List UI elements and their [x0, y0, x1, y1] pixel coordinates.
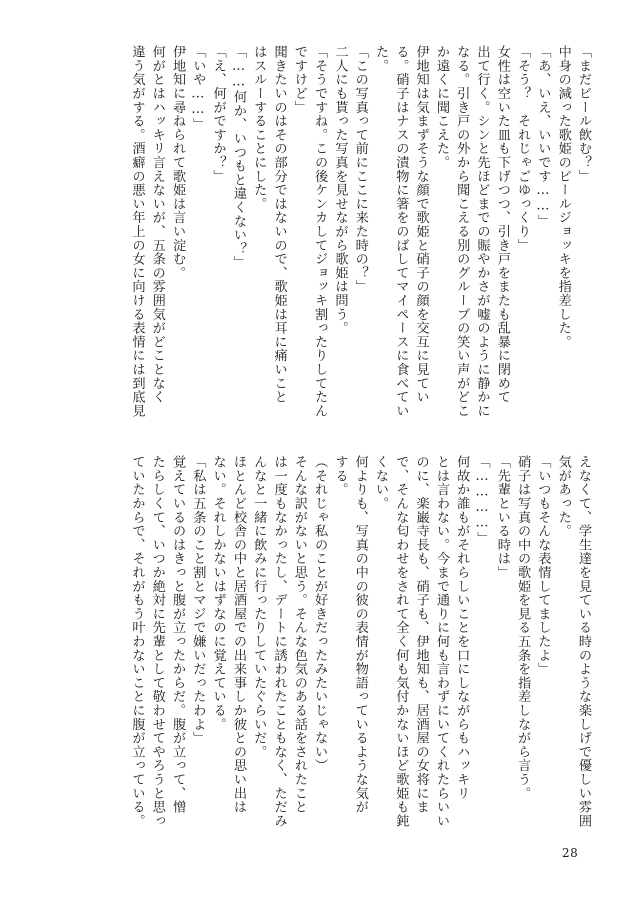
text-line: 女性は空いた皿も下げつつ、引き戸をまたも乱暴に閉めて — [494, 45, 510, 404]
text-line: 伊地知に尋ねられて歌姫は言い淀む。 — [170, 45, 186, 280]
text-line: 「……何か、いつもと違くない？」 — [230, 45, 246, 270]
text-line: 「まだビール飲む？」 — [576, 45, 591, 183]
text-line: 「いや……」 — [190, 45, 206, 132]
text-line: たらしくて、いつか絶対に先輩として敬わせてやろうと思っ — [149, 455, 165, 828]
text-line: る。硝子はナスの漬物に箸をのばしてマイペースに食べてい — [393, 45, 409, 418]
text-block-bottom — [53, 455, 593, 835]
text-line: 「そうですね。この後ケンカしてジョッキ割ったりしてたん — [312, 45, 328, 418]
text-line: 中身の減った歌姫のビールジョッキを指差した。 — [555, 45, 571, 349]
text-block-top — [53, 45, 593, 425]
text-line: 硝子は写真の中の歌姫を見る五条を指差しながら言う。 — [515, 455, 531, 800]
text-line: 気があった。 — [555, 455, 571, 538]
text-line: 「いつもそんな表情してましたよ」 — [535, 455, 551, 676]
text-line: 違う気がする。酒癖の悪い年上の女に向ける表情には到底見 — [129, 45, 145, 418]
text-line: なる。引き戸の外から聞こえる別のグループの笑い声がどこ — [454, 45, 470, 418]
page-number: 28 — [562, 846, 579, 860]
text-line: 出て行く。シンと先ほどまでの賑やかさが嘘のように静かに — [474, 45, 490, 418]
text-line: 何故か誰もがそれらしいことを口にしながらもハッキリ — [454, 455, 470, 800]
text-line: のに、楽巌寺長も、硝子も、伊地知も、居酒屋の女将にま — [413, 455, 429, 814]
text-line: （それじゃ私のことが好きだったみたいじゃない） — [312, 455, 328, 773]
text-line: 覚えているのはきっと腹が立ったからだ。腹が立って、憎 — [170, 455, 186, 814]
text-line: 何がとはハッキリ言えないが、五条の雰囲気がどことなく — [149, 45, 165, 404]
text-line: 「私は五条のこと割とマジで嫌いだったわよ」 — [190, 455, 206, 745]
text-line: 「え、何がですか？」 — [210, 45, 226, 183]
text-line: 二人にも貰った写真を見せながら歌姫は問う。 — [332, 45, 348, 335]
text-line: 「この写真って前にここに来た時の？」 — [352, 45, 368, 294]
text-line: えなくて、学生達を見ている時のような楽しげで優しい雰囲 — [576, 455, 591, 828]
text-line: くない。 — [373, 455, 389, 511]
text-line: か遠くに聞こえた。 — [433, 45, 449, 170]
text-line: そんな訳がないと思う。そんな色気のある話をされたこと — [291, 455, 307, 814]
text-line: はスルーすることにした。 — [251, 45, 267, 211]
text-line: は一度もなかったし、デートに誘われたこともなく、ただみ — [271, 455, 287, 828]
text-line: 「あ、いえ、いいです……」 — [535, 45, 551, 228]
text-line: ない。それしかないはずなのに覚えている。 — [210, 455, 226, 731]
text-line: 何よりも、写真の中の彼の表情が物語っているような気が — [352, 455, 368, 814]
text-line: 「…………」 — [474, 455, 490, 545]
text-line: で、そんな匂わせをされて全く何も気付かないほど歌姫も鈍 — [393, 455, 409, 828]
text-line: 「そう？ それじゃごゆっくり」 — [515, 45, 531, 252]
text-line: た。 — [373, 45, 389, 73]
text-line: ほとんど校舎の中と居酒屋での出来事しか彼との思い出は — [230, 455, 246, 814]
text-line: ですけど」 — [291, 45, 307, 114]
text-line: ていたからで、それがもう叶わないことに腹が立っている。 — [129, 455, 145, 828]
text-line: する。 — [332, 455, 348, 497]
text-line: 伊地知は気まずそうな顔で歌姫と硝子の顔を交互に見てい — [413, 45, 429, 404]
text-line: んなと一緒に飲みに行ったりしていたぐらいだ。 — [251, 455, 267, 759]
text-line: 「先輩といる時は」 — [494, 455, 510, 580]
text-line: とは言わない。今まで通りに何も言わずにいてくれたらいい — [433, 455, 449, 828]
text-line: 聞きたいのはその部分ではないので、歌姫は耳に痛いこと — [271, 45, 287, 404]
